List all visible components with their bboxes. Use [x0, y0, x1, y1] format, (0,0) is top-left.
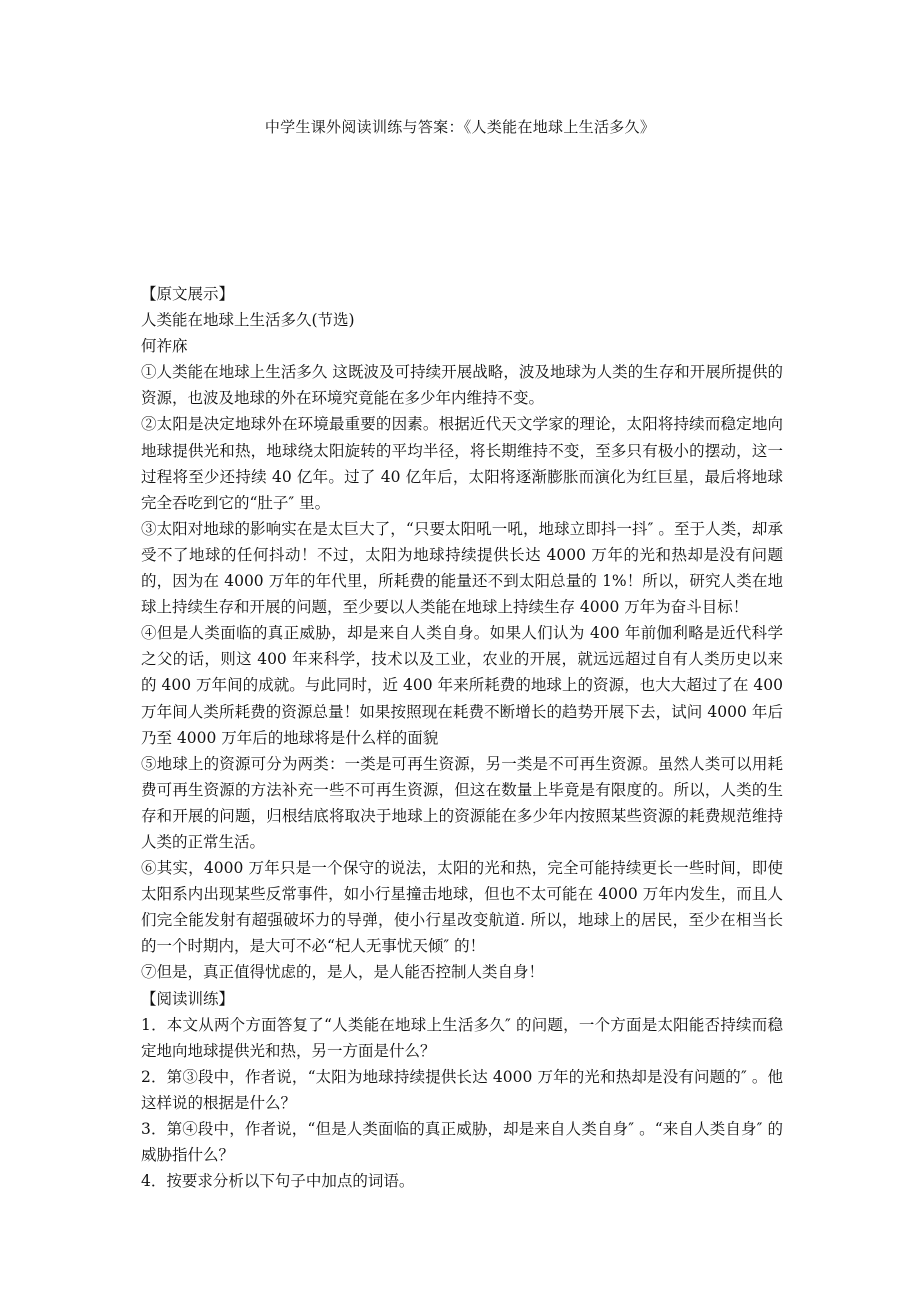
article-title: 人类能在地球上生活多久(节选): [141, 311, 355, 330]
paragraph-5: ⑤地球上的资源可分为两类：一类是可再生资源，另一类是不可再生资源。虽然人类可以用耗费可再生资源的方法补充一些不可再生资源，但这在数量上毕竟是有限度的。所以，人类的生存和开展的问题，归根结底将取决于地球上的资源能在多少年内按照某些资源的耗费规范维持人类的正常生活。: [141, 754, 783, 851]
paragraph-6: ⑥其实，4000 万年只是一个保守的说法，太阳的光和热，完全可能持续更长一些时间，即使太阳系内出现某些反常事件，如小行星撞击地球，但也不太可能在 4000 万年内发生，而且人们完全能发射有超强破坏力的导弹，使小行星改变航道. 所以，地球上的居民，至少在相当长的一个时期内，是大可不必“杞人无事忧天倾″ 的！: [141, 859, 783, 956]
question-1: 1．本文从两个方面答复了“人类能在地球上生活多久″ 的问题，一个方面是太阳能否持续而稳定地向地球提供光和热，另一方面是什么？: [141, 1015, 783, 1060]
question-2: 2．第③段中，作者说，“太阳为地球持续提供长达 4000 万年的光和热却是没有问题的″ 。他这样说的根据是什么？: [141, 1067, 783, 1112]
paragraph-3: ③太阳对地球的影响实在是太巨大了，“只要太阳吼一吼，地球立即抖一抖″ 。至于人类，却承受不了地球的任何抖动！不过，太阳为地球持续提供长达 4000 万年的光和热却是没有问题的，因为在 4000 万年的年代里，所耗费的能量还不到太阳总量的 1%！所以，研究人类在地球上持续生存和开展的问题，至少要以人类能在地球上持续生存 4000 万年为奋斗目标！: [141, 519, 783, 617]
paragraph-2: ②太阳是决定地球外在环境最重要的因素。根据近代天文学家的理论，太阳将持续而稳定地向地球提供光和热，地球绕太阳旋转的平均半径，将长期维持不变，至多只有极小的摆动，这一过程将至少还持续 40 亿年。过了 40 亿年后，太阳将逐渐膨胀而演化为红巨星，最后将地球完全吞吃到它的“肚子″ 里。: [141, 415, 783, 512]
document-title: 中学生课外阅读训练与答案：《人类能在地球上生活多久》: [264, 118, 656, 136]
question-4: 4．按要求分析以下句子中加点的词语。: [141, 1172, 415, 1191]
paragraph-1: ①人类能在地球上生活多久 这既波及可持续开展战略，波及地球为人类的生存和开展所提供的资源，也波及地球的外在环境究竟能在多少年内维持不变。: [141, 363, 783, 408]
article-author: 何祚庥: [141, 337, 188, 356]
question-3: 3．第④段中，作者说，“但是人类面临的真正威胁，却是来自人类自身″ 。“来自人类自身″ 的威胁指什么？: [141, 1120, 783, 1165]
section-heading-training: 【阅读训练】: [141, 989, 235, 1008]
document-body: [141, 281, 783, 1194]
paragraph-4: ④但是人类面临的真正威胁，却是来自人类自身。如果人们认为 400 年前伽利略是近代科学之父的话，则这 400 年来科学，技术以及工业，农业的开展，就远远超过自有人类历史以来的 400 万年间的成就。与此同时，近 400 年来所耗费的地球上的资源，也大大超过了在 400 万年间人类所耗费的资源总量！如果按照现在耗费不断增长的趋势开展下去，试问 4000 年后乃至 4000 万年后的地球将是什么样的面貌: [141, 624, 783, 747]
section-heading-original: 【原文展示】: [141, 285, 235, 303]
paragraph-7: ⑦但是，真正值得忧虑的，是人，是人能否控制人类自身！: [141, 963, 545, 982]
